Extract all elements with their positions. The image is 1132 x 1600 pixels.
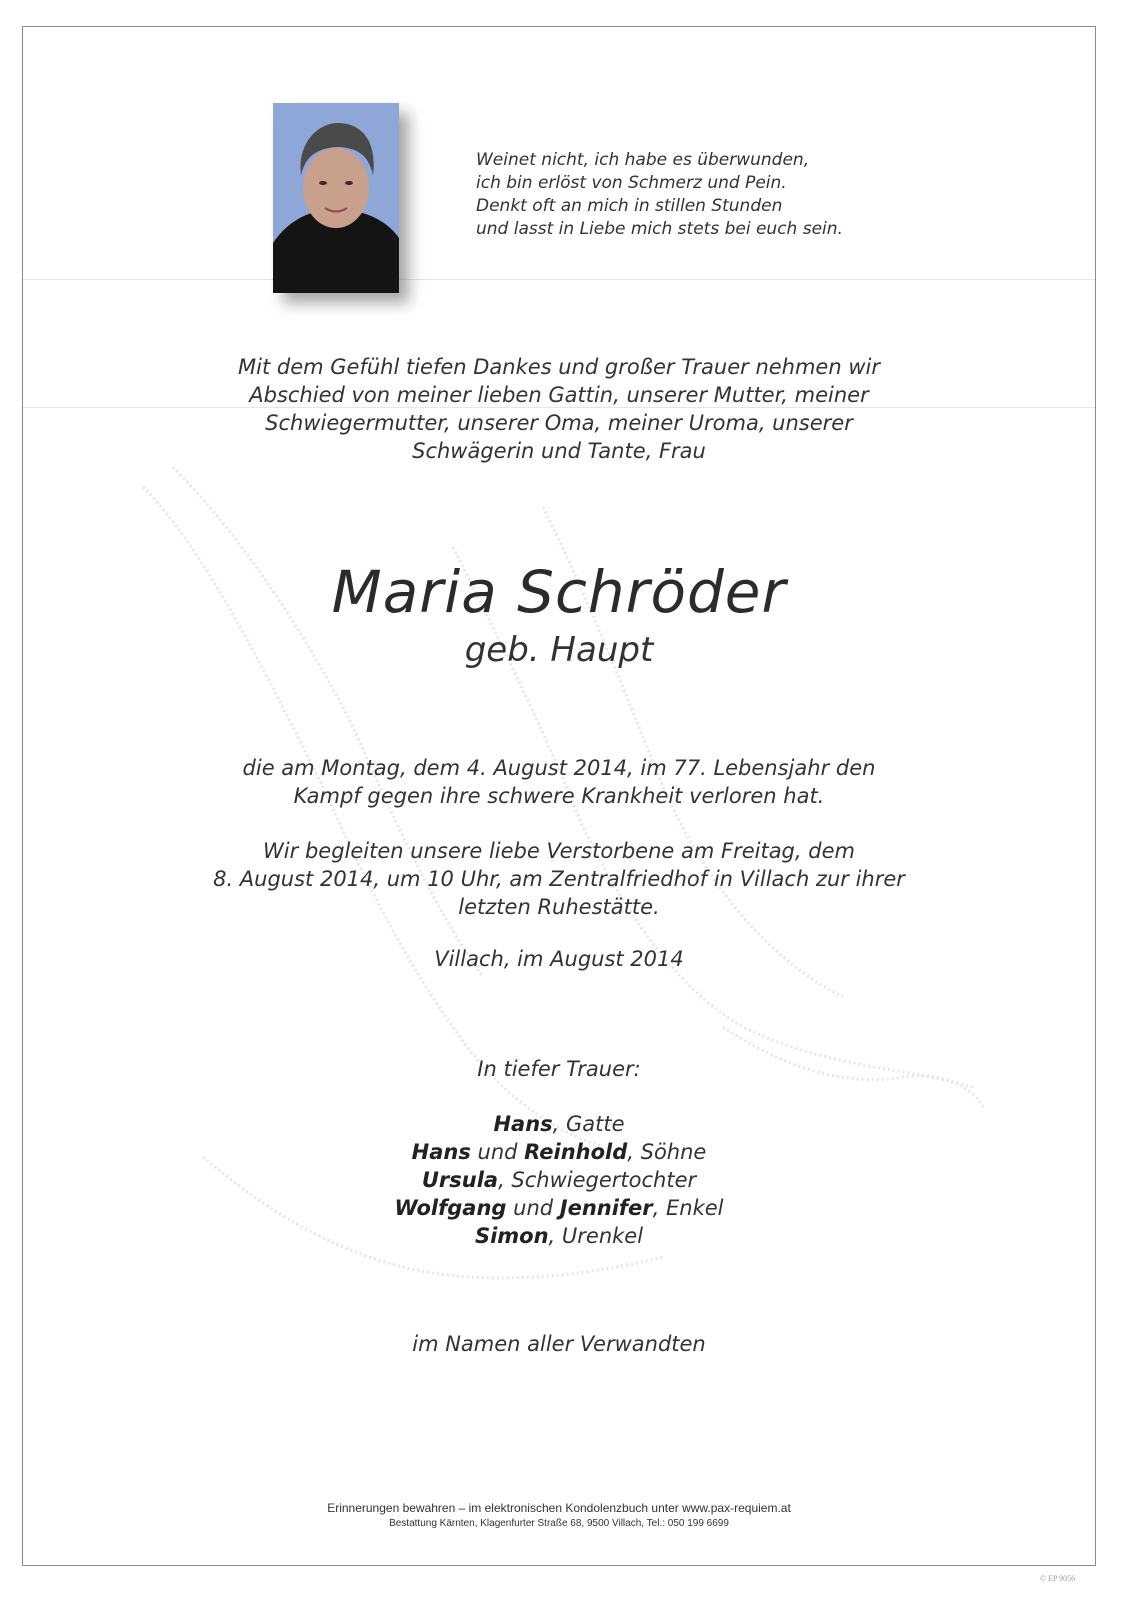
mourner-entry — [23, 1166, 1095, 1194]
footer-condolence-note: Erinnerungen bewahren – im elektronischen Kondolenzbuch unter www.pax-requiem.at — [327, 1501, 791, 1515]
obituary-card — [22, 26, 1096, 1566]
memorial-poem — [476, 149, 843, 241]
mourner-name: Ursula — [421, 1168, 499, 1192]
intro-line: Schwiegermutter, unserer Oma, meiner Uroma, unserer — [265, 411, 853, 435]
portrait-photo — [273, 103, 399, 293]
intro-line: Schwägerin und Tante, Frau — [412, 439, 706, 463]
mourner-entry — [23, 1138, 1095, 1166]
mourners-list — [23, 1110, 1095, 1250]
closing-line: im Namen aller Verwandten — [412, 1332, 706, 1356]
mourner-entry — [23, 1194, 1095, 1222]
deceased-name: Maria Schröder — [331, 558, 787, 626]
maiden-name: geb. Haupt — [464, 630, 654, 670]
mourner-entry — [23, 1110, 1095, 1138]
mourner-relation: , Söhne — [627, 1140, 707, 1164]
intro-text — [23, 353, 1095, 465]
funeral-notice-line: letzten Ruhestätte. — [458, 895, 660, 919]
death-notice — [23, 754, 1095, 810]
mourner-relation: , Enkel — [652, 1196, 724, 1220]
mourner-name: Wolfgang — [394, 1196, 507, 1220]
template-code: © EP 9056 — [1040, 1574, 1076, 1583]
funeral-notice-line: 8. August 2014, um 10 Uhr, am Zentralfriedhof in Villach zur ihrer — [213, 867, 905, 891]
mourner-relation: , Urenkel — [548, 1224, 644, 1248]
mourner-relation: , Gatte — [552, 1112, 625, 1136]
mourner-joiner: und — [506, 1196, 560, 1220]
poem-line: Weinet nicht, ich habe es überwunden, — [476, 150, 810, 170]
poem-line: Denkt oft an mich in stillen Stunden — [476, 196, 783, 216]
intro-line: Mit dem Gefühl tiefen Dankes und großer Trauer nehmen wir — [238, 355, 880, 379]
death-notice-line: Kampf gegen ihre schwere Krankheit verloren hat. — [293, 784, 825, 808]
mourner-name: Jennifer — [559, 1196, 653, 1220]
mourner-entry — [23, 1222, 1095, 1250]
mourner-name: Reinhold — [524, 1140, 628, 1164]
mourner-relation: , Schwiegertochter — [498, 1168, 697, 1192]
funeral-notice — [23, 837, 1095, 921]
footer-address: Bestattung Kärnten, Klagenfurter Straße 68, 9500 Villach, Tel.: 050 199 6699 — [389, 1518, 729, 1529]
poem-line: ich bin erlöst von Schmerz und Pein. — [476, 173, 787, 193]
mourner-name: Simon — [474, 1224, 549, 1248]
place-date: Villach, im August 2014 — [434, 947, 684, 971]
poem-line: und lasst in Liebe mich stets bei euch sein. — [476, 219, 843, 239]
mourner-name: Hans — [411, 1140, 471, 1164]
mourner-joiner: und — [470, 1140, 525, 1164]
mourning-heading: In tiefer Trauer: — [477, 1057, 641, 1081]
funeral-notice-line: Wir begleiten unsere liebe Verstorbene am Freitag, dem — [263, 839, 855, 863]
mourner-name: Hans — [493, 1112, 553, 1136]
death-notice-line: die am Montag, dem 4. August 2014, im 77. Lebensjahr den — [242, 756, 876, 780]
intro-line: Abschied von meiner lieben Gattin, unserer Mutter, meiner — [249, 383, 869, 407]
